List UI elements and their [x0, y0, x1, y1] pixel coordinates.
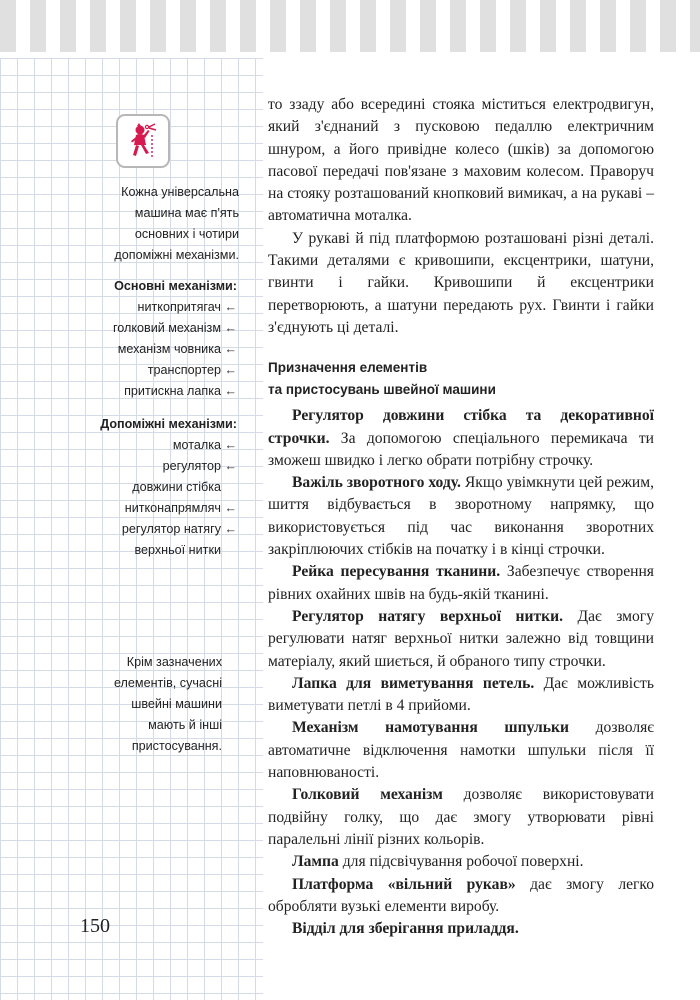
- note-line: елементів, сучасні: [113, 676, 222, 690]
- intro-line: основних і чотири: [134, 227, 239, 241]
- aux-mechanism-item: нитконапрямляч ←: [100, 498, 237, 519]
- intro-line: машина має п'ять: [134, 206, 239, 220]
- definition-term: Платформа «вільний рукав»: [292, 875, 516, 893]
- definition-item: [268, 472, 654, 561]
- definition-term: Регулятор натягу верхньої нитки.: [292, 607, 564, 625]
- note-line: мають й інші: [148, 718, 222, 732]
- definition-term: Рейка пересування тканини.: [292, 563, 501, 581]
- section-title-line: та пристосувань швейної машини: [268, 382, 496, 398]
- note-line: швейні машини: [131, 697, 222, 711]
- aux-mechanism-item: довжини стібка: [132, 480, 221, 494]
- aux-mechanisms-heading: Допоміжні механізми:: [100, 417, 237, 431]
- definition-text: дає змогу легко обробляти вузькі елементи виробу.: [268, 875, 654, 915]
- running-figure-with-scissors-icon: [123, 121, 163, 161]
- arrow-left-icon: ←: [224, 501, 237, 515]
- definition-item: [268, 874, 654, 919]
- definition-text: Забезпечує створення рівних охайних швів на будь-якій тканині.: [268, 563, 654, 603]
- definition-item: [268, 561, 654, 606]
- definition-term: Відділ для зберігання приладдя.: [292, 920, 519, 938]
- mascot-logo: [116, 114, 170, 168]
- definition-text: Дає можливість виметувати петлі в 4 прийоми.: [268, 674, 654, 715]
- definition-item: [268, 673, 654, 718]
- paragraph: У рукаві й під платформою розташовані різні деталі. Такими деталями є кривошипи, ексцентрики, шатуни, гвинти і гайки. Кривошипи й ексцентрики перетворюють, а шатуни передають рух. Гвинти і гайки з'єднують ці деталі.: [268, 229, 654, 336]
- sidebar-intro: [114, 182, 239, 266]
- arrow-left-icon: ←: [224, 342, 237, 356]
- intro-line: допоміжні механізми.: [114, 248, 239, 262]
- aux-mechanism-item: регулятор натягу ←: [100, 519, 237, 540]
- basic-mechanism-item: механізм човника ←: [113, 339, 237, 360]
- arrow-left-icon: ←: [224, 459, 237, 473]
- paragraph: то ззаду або всередині стояка міститься електродвигун, який з'єднаний з пусковою педаллю електричним шнуром, а його привідне колесо (шків) за допомогою пасової передачі пов'язане з маховим колесом. Праворуч на стояку розташований кнопковий вимикач, а на рукаві – автоматична моталка.: [268, 96, 654, 225]
- arrow-left-icon: ←: [224, 384, 237, 398]
- definition-item: [268, 918, 654, 940]
- definition-term: Лапка для виметування петель.: [292, 674, 535, 692]
- basic-mechanism-item: притискна лапка ←: [113, 381, 237, 402]
- section-title: [268, 357, 654, 401]
- top-stripe-band: [0, 0, 700, 58]
- arrow-left-icon: ←: [224, 363, 237, 377]
- definition-term: Голковий механізм: [292, 786, 443, 804]
- definition-text: дозволяє використовувати подвійну голку, що дає змогу утворювати рівні паралельні лінії різних кольорів.: [268, 786, 654, 848]
- definition-item: [268, 405, 654, 472]
- basic-mechanisms-list: [113, 276, 237, 402]
- aux-mechanism-item: моталка ←: [100, 435, 237, 456]
- basic-mechanism-item: ниткопритягач ←: [113, 297, 237, 318]
- basic-mechanism-item: транспортер ←: [113, 360, 237, 381]
- definition-term: Механізм намотування шпульки: [292, 719, 569, 737]
- basic-mechanism-item: голковий механізм ←: [113, 318, 237, 339]
- basic-mechanisms-heading: Основні механізми:: [114, 279, 237, 293]
- definition-text: Дає змогу регулювати натяг верхньої нитки залежно від товщини матеріалу, який шиється, й обраного типу строчки.: [268, 607, 654, 670]
- sidebar-note: [114, 652, 222, 757]
- arrow-left-icon: ←: [224, 522, 237, 536]
- definition-term: Регулятор довжини стібка та декоративної строчки.: [268, 407, 654, 447]
- section-title-line: Призначення елементів: [268, 360, 428, 376]
- note-line: Крім зазначених: [126, 655, 222, 669]
- aux-mechanisms-list: [100, 414, 237, 561]
- definition-text: для підсвічування робочої поверхні.: [338, 853, 584, 871]
- page-number: 150: [80, 915, 110, 937]
- intro-line: Кожна універсальна: [121, 185, 239, 199]
- definition-term: Важіль зворотного ходу.: [292, 474, 461, 492]
- definition-item: [268, 717, 654, 784]
- definition-item: [268, 851, 654, 873]
- arrow-left-icon: ←: [224, 438, 237, 452]
- definition-term: Лампа: [292, 853, 339, 871]
- definition-item: [268, 606, 654, 673]
- definition-text: За допомогою спеціального перемикача ти зможеш швидко і легко обрати потрібну строчку.: [268, 429, 654, 469]
- definition-item: [268, 784, 654, 851]
- arrow-left-icon: ←: [224, 300, 237, 314]
- aux-mechanism-item: регулятор ←: [100, 456, 237, 477]
- definition-text: дозволяє автоматичне відключення намотки шпульки після її наповнюваності.: [268, 719, 654, 782]
- main-text-column: [268, 94, 654, 940]
- definition-text: Якщо увімкнути цей режим, шиття відбувається в зворотному напрямку, що використовується під час виконання зворотних закріплюючих стібків на початку і в кінці строчки.: [268, 474, 654, 559]
- arrow-left-icon: ←: [224, 321, 237, 335]
- aux-mechanism-item: верхньої нитки: [134, 543, 221, 557]
- note-line: пристосування.: [131, 739, 222, 753]
